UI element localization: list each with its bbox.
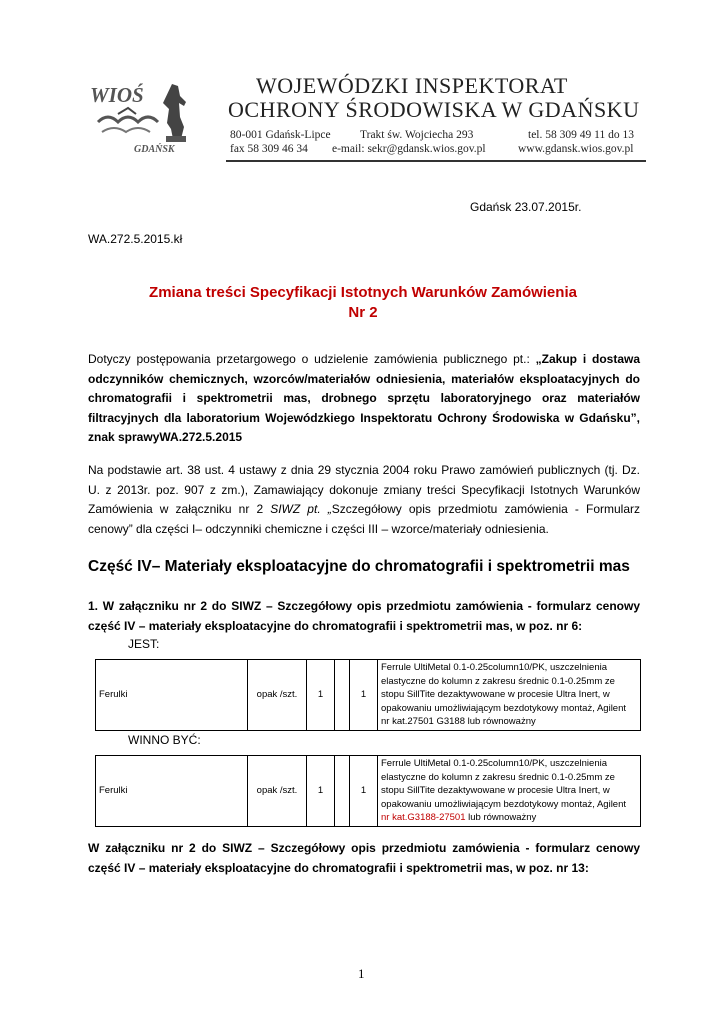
logo-subtext: GDAŃSK — [134, 144, 175, 155]
cell-name: Ferulki — [96, 756, 248, 827]
logo-text: WIOŚ — [90, 83, 144, 107]
cell-qty2: 1 — [350, 660, 378, 731]
winno-label: WINNO BYĆ: — [128, 733, 201, 747]
paragraph-subject-prefix: Dotyczy postępowania przetargowego o udzielenie zamówienia publicznego pt.: — [88, 352, 536, 366]
cell-unit: opak /szt. — [248, 660, 307, 731]
header-web: www.gdansk.wios.gov.pl — [518, 143, 634, 155]
wios-logo — [88, 78, 212, 156]
table-row — [96, 756, 641, 827]
institution-title — [228, 74, 648, 122]
header-phone: tel. 58 309 49 11 do 13 — [528, 129, 634, 141]
document-date: Gdańsk 23.07.2015r. — [470, 200, 582, 214]
document-title-line1: Zmiana treści Specyfikacji Istotnych Warunków Zamówienia — [149, 284, 577, 301]
table-winno — [95, 755, 641, 827]
cell-empty — [335, 756, 350, 827]
jest-label: JEST: — [128, 637, 160, 651]
paragraph-legal-b: Szczegółowy opis przedmiotu zamówienia - Formularz cenowy” dla części I– odczynniki chemiczne i części III – wzorce/materiały odniesienia. — [88, 502, 640, 536]
paragraph-legal-italic: SIWZ pt. „ — [270, 502, 332, 516]
institution-title-line2: OCHRONY ŚRODOWISKA W GDAŃSKU — [228, 97, 640, 122]
header-address: 80-001 Gdańsk-Lipce — [230, 129, 331, 141]
cell-qty2: 1 — [350, 756, 378, 827]
document-title-line2: Nr 2 — [348, 304, 378, 321]
cell-unit: opak /szt. — [248, 756, 307, 827]
document-title — [88, 283, 638, 323]
desc-catalog-number: nr kat.G3188-27501 — [381, 812, 466, 823]
cell-qty1: 1 — [307, 660, 335, 731]
cell-empty — [335, 660, 350, 731]
cell-description — [378, 756, 641, 827]
section-heading: Część IV– Materiały eksploatacyjne do chromatografii i spektrometrii mas — [88, 558, 630, 575]
item2-heading: W załączniku nr 2 do SIWZ – Szczegółowy opis przedmiotu zamówienia - formularz cenowy część IV – materiały eksploatacyjne do chromatografii i spektrometrii mas, w poz. nr 13: — [88, 841, 640, 875]
institution-title-line1: WOJEWÓDZKI INSPEKTORAT — [256, 73, 568, 98]
header-divider — [226, 160, 646, 162]
header-email: e-mail: sekr@gdansk.wios.gov.pl — [332, 143, 486, 155]
desc-part-a: Ferrule UltiMetal 0.1-0.25column10/PK, uszczelnienia elastyczne do kolumn z zakresu średnic 0.1-0.25mm ze stopu SillTite dezaktywowane w procesie Ultra Inert, w opakowaniu umożliwiającym bezdotykowy montaż, Agilent — [381, 758, 627, 810]
paragraph-legal-a: Na podstawie art. 38 ust. 4 ustawy z dnia 29 stycznia 2004 roku Prawo zamówień publicznych (tj. Dz. U. z 2013r. poz. 907 z zm.), Zamawiający dokonuje zmiany treści Specyfikacji Istotnych Warunków Zamówienia w załączniku nr 2 — [88, 463, 640, 516]
table-row — [96, 660, 641, 731]
desc-part-b: lub równoważny — [465, 812, 537, 823]
cell-description: Ferrule UltiMetal 0.1-0.25column10/PK, uszczelnienia elastyczne do kolumn z zakresu średnic 0.1-0.25mm ze stopu SillTite dezaktywowane w procesie Ultra Inert, w opakowaniu umożliwiającym bezdotykowy montaż, Agilent nr kat.27501 G3188 lub równoważny — [378, 660, 641, 731]
cell-qty1: 1 — [307, 756, 335, 827]
paragraph-legal-basis — [88, 461, 640, 539]
page-number: 1 — [358, 966, 365, 981]
table-jest — [95, 659, 641, 731]
document-reference: WA.272.5.2015.kł — [88, 232, 183, 246]
header-fax: fax 58 309 46 34 — [230, 143, 308, 155]
header-street: Trakt św. Wojciecha 293 — [360, 129, 474, 141]
paragraph-subject — [88, 350, 640, 448]
item1-heading: 1. W załączniku nr 2 do SIWZ – Szczegółowy opis przedmiotu zamówienia - formularz cenowy część IV – materiały eksploatacyjne do chromatografii i spektrometrii mas, w poz. nr 6: — [88, 599, 640, 633]
cell-name: Ferulki — [96, 660, 248, 731]
paragraph-subject-title: „Zakup i dostawa odczynników chemicznych, wzorców/materiałów odniesienia, materiałów eksploatacyjnych do chromatografii i spektrometrii mas, drobnego sprzętu laboratoryjnego oraz materiałów filtracyjnych dla laboratorium Wojewódzkiego Inspektoratu Ochrony Środowiska w Gdańsku”, znak sprawyWA.272.5.2015 — [88, 352, 641, 444]
